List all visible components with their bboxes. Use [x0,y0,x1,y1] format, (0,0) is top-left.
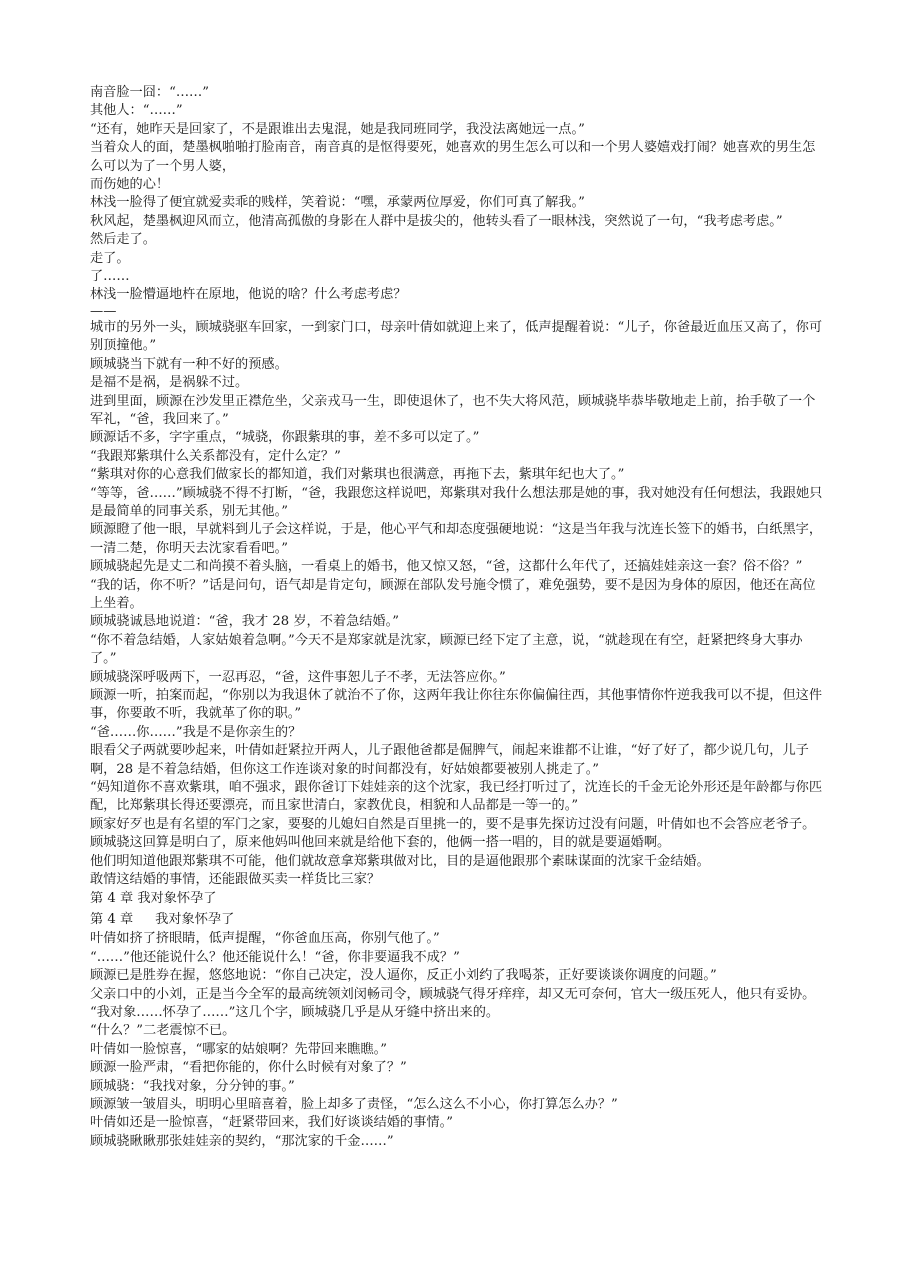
paragraph: 顾源一脸严肃，“看把你能的，你什么时候有对象了？” [90,1060,407,1076]
paragraph: “妈知道你不喜欢紫琪，咱不强求，跟你爸订下娃娃亲的这个沈家，我已经打听过了，沈连长的千金无论外形还是年龄都与你匹配，比郑紫琪长得还要漂亮，而且家世清白，家教优良，相貌和人品都是一等一的。” [90,780,823,814]
paragraph: 是福不是祸，是祸躲不过。 [90,375,249,391]
paragraph: 叶倩如挤了挤眼睛，低声提醒，“你爸血压高，你别气他了。” [90,931,440,947]
paragraph: 秋风起，楚墨枫迎风而立，他清高孤傲的身影在人群中是拔尖的，他转头看了一眼林浅，突然说了一句，“我考虑考虑。” [90,213,783,229]
paragraph: “什么？”二老震惊不已。 [90,1023,236,1039]
paragraph: 然后走了。 [90,232,156,248]
paragraph: 顾城骁当下就有一种不好的预感。 [90,356,288,372]
paragraph: 顾城骁这回算是明白了，原来他妈叫他回来就是给他下套的，他俩一搭一唱的，目的就是要逼婚啊。 [90,835,671,851]
paragraph: 父亲口中的小刘，正是当今全军的最高统领刘闵畅司令，顾城骁气得牙痒痒，却又无可奈何，官大一级压死人，他只有妥协。 [90,986,816,1002]
document-page [90,84,825,1151]
paragraph: 顾源瞪了他一眼，早就料到儿子会这样说，于是，他心平气和却态度强硬地说：“这是当年我与沈连长签下的婚书，白纸黑字，一清二楚，你明天去沈家看看吧。” [90,522,823,556]
paragraph: 顾源已是胜券在握，悠悠地说：“你自己决定，没人逼你，反正小刘约了我喝茶，正好要谈谈你调度的问题。” [90,968,717,984]
chapter-number: 第 4 章 [90,911,134,927]
paragraph: “爸……你……”我是不是你亲生的？ [90,724,302,740]
paragraph: 顾城骁深呼吸两下，一忍再忍，“爸，这件事恕儿子不孝，无法答应你。” [90,669,506,685]
paragraph: “我跟郑紫琪什么关系都没有，定什么定？” [90,448,341,464]
paragraph: 林浅一脸懵逼地杵在原地，他说的啥？什么考虑考虑？ [90,287,407,303]
paragraph: 顾城骁瞅瞅那张娃娃亲的契约，“那沈家的千金……” [90,1133,394,1149]
paragraph: “我对象……怀孕了……”这几个字，顾城骁几乎是从牙缝中挤出来的。 [90,1004,500,1020]
paragraph: 他们明知道他跟郑紫琪不可能，他们就故意拿郑紫琪做对比，目的是逼他跟那个素昧谋面的沈家千金结婚。 [90,853,710,869]
paragraph: 叶倩如一脸惊喜，“哪家的姑娘啊？先带回来瞧瞧。” [90,1041,388,1057]
paragraph: 顾家好歹也是有名望的军门之家，要娶的儿媳妇自然是百里挑一的，要不是事先探访过没有问题，叶倩如也不会答应老爷子。 [90,816,816,832]
chapter-title-inline: 第 4 章 我对象怀孕了 [90,891,217,907]
section-separator: —— [90,303,117,319]
paragraph: “还有，她昨天是回家了，不是跟谁出去鬼混，她是我同班同学，我没法离她远一点。” [90,121,585,137]
paragraph: 眼看父子两就要吵起来，叶倩如赶紧拉开两人，儿子跟他爸都是倔脾气，闹起来谁都不让谁，“好了好了，都少说几句，儿子啊，28 是不着急结婚，但你这工作连谈对象的时间都没有，好姑娘都要被别人挑走了。” [90,743,809,777]
paragraph: “紫琪对你的心意我们做家长的都知道，我们对紫琪也很满意，再拖下去，紫琪年纪也大了。” [90,467,625,483]
paragraph: 顾城骁起先是丈二和尚摸不着头脑，一看桌上的婚书，他又惊又怒，“爸，这都什么年代了，还搞娃娃亲这一套？俗不俗？” [90,559,803,575]
paragraph: 敢情这结婚的事情，还能跟做买卖一样货比三家？ [90,872,381,888]
paragraph: “你不着急结婚，人家姑娘着急啊。”今天不是郑家就是沈家，顾源已经下定了主意，说，“就趁现在有空，赶紧把终身大事办了。” [90,632,803,667]
paragraph: 当着众人的面，楚墨枫啪啪打脸南音，南音真的是怄得要死，她喜欢的男生怎么可以和一个男人婆嬉戏打闹？她喜欢的男生怎么可以为了一个男人婆， [90,140,816,174]
paragraph: 城市的另外一头，顾城骁驱车回家，一到家门口，母亲叶倩如就迎上来了，低声提醒着说：“儿子，你爸最近血压又高了，你可别顶撞他。” [90,319,823,354]
paragraph: 林浅一脸得了便宜就爱卖乖的贱样，笑着说：“嘿，承蒙两位厚爱，你们可真了解我。” [90,195,585,211]
paragraph: 走了。 [90,250,130,266]
chapter-title: 我对象怀孕了 [155,911,235,927]
paragraph: “我的话，你不听？”话是问句，语气却是肯定句，顾源在部队发号施令惯了，难免强势，要不是因为身体的原因，他还在高位上坐着。 [90,577,816,611]
paragraph: “等等，爸……”顾城骁不得不打断，“爸，我跟您这样说吧，郑紫琪对我什么想法那是她的事，我对她没有任何想法，我跟她只是最简单的同事关系，别无其他。” [90,485,823,519]
paragraph: 其他人：“……” [90,103,183,119]
paragraph: 顾源话不多，字字重点，“城骁，你跟紫琪的事，差不多可以定了。” [90,430,480,446]
chapter-heading [90,911,825,929]
paragraph: 顾源皱一皱眉头，明明心里暗喜着，脸上却多了责怪，“怎么这么不小心，你打算怎么办？” [90,1096,618,1112]
paragraph: 进到里面，顾源在沙发里正襟危坐，父亲戎马一生，即使退休了，也不失大将风范，顾城骁毕恭毕敬地走上前，抬手敬了一个军礼，“爸，我回来了。” [90,393,816,427]
paragraph: “……”他还能说什么？他还能说什么！“爸，你非要逼我不成？” [90,949,460,965]
paragraph: 顾城骁：“我找对象，分分钟的事。” [90,1078,295,1094]
paragraph: 了…… [90,269,130,285]
paragraph: 顾源一听，拍案而起，“你别以为我退休了就治不了你，这两年我让你往东你偏偏往西，其他事情你忤逆我我可以不提，但这件事，你要敢不听，我就革了你的职。” [90,688,823,722]
paragraph: 叶倩如还是一脸惊喜，“赶紧带回来，我们好谈谈结婚的事情。” [90,1115,453,1131]
paragraph: 而伤她的心！ [90,177,170,193]
paragraph: 顾城骁诚恳地说道：“爸，我才 28 岁，不着急结婚。” [90,614,399,630]
paragraph: 南音脸一囧：“……” [90,85,209,100]
